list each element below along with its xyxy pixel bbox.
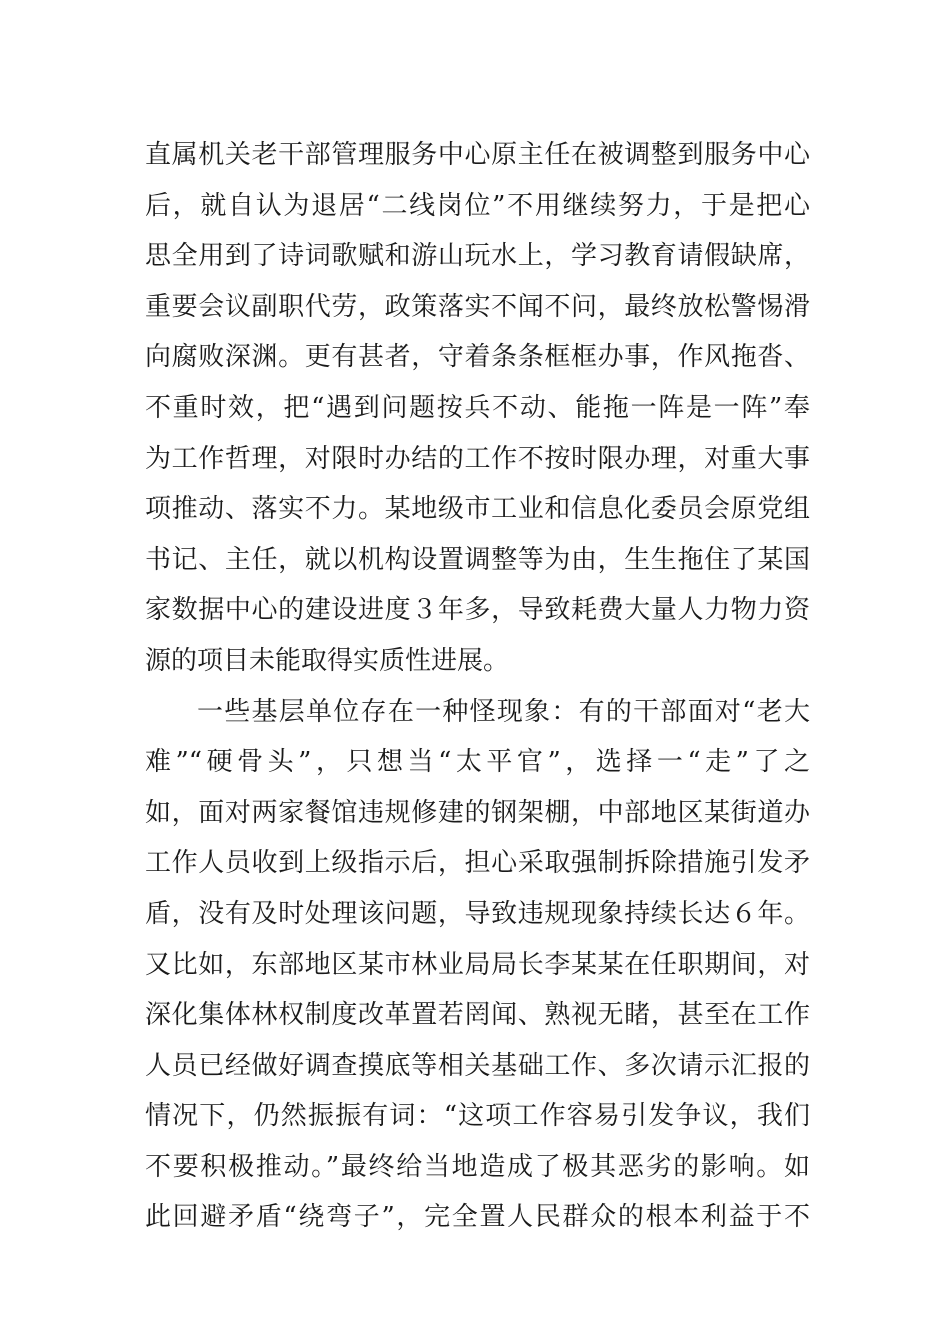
paragraph-start-line: 一些基层单位存在一种怪现象：有的干部面对“老大: [197, 696, 810, 727]
text-line: 为工作哲理，对限时办结的工作不按时限办理，对重大事: [145, 443, 810, 474]
text-line: 难”“硬骨头”，只想当“太平官”，选择一“走”了之: [145, 747, 810, 778]
text-line: 书记、主任，就以机构设置调整等为由，生生拖住了某国: [145, 544, 810, 575]
text-line: 不要积极推动。”最终给当地造成了极其恶劣的影响。如: [145, 1151, 810, 1182]
paragraph-end-line: 源的项目未能取得实质性进展。: [145, 645, 510, 676]
text-line: 家数据中心的建设进度３年多，导致耗费大量人力物力资: [145, 595, 810, 626]
text-line: 重要会议副职代劳，政策落实不闻不问，最终放松警惕滑: [145, 291, 810, 322]
text-line: 项推动、落实不力。某地级市工业和信息化委员会原党组: [145, 494, 810, 525]
text-line: 人员已经做好调查摸底等相关基础工作、多次请示汇报的: [145, 1050, 810, 1081]
text-line: 后，就自认为退居“二线岗位”不用继续努力，于是把心: [145, 190, 810, 221]
text-line: 工作人员收到上级指示后，担心采取强制拆除措施引发矛: [145, 848, 810, 879]
text-line: 思全用到了诗词歌赋和游山玩水上，学习教育请假缺席，: [145, 241, 810, 272]
text-line: 盾，没有及时处理该问题，导致违规现象持续长达６年。: [145, 898, 810, 929]
text-line: 又比如，东部地区某市林业局局长李某某在任职期间，对: [145, 949, 810, 980]
text-line: 此回避矛盾“绕弯子”，完全置人民群众的根本利益于不: [145, 1202, 810, 1233]
text-line: 向腐败深渊。更有甚者，守着条条框框办事，作风拖沓、: [145, 342, 810, 373]
text-line: 如，面对两家餐馆违规修建的钢架棚，中部地区某街道办: [145, 797, 810, 828]
text-line: 情况下，仍然振振有词：“这项工作容易引发争议，我们: [145, 1101, 810, 1132]
text-line: 直属机关老干部管理服务中心原主任在被调整到服务中心: [145, 140, 810, 170]
body-text: [145, 130, 810, 1243]
text-line: 不重时效，把“遇到问题按兵不动、能拖一阵是一阵”奉: [145, 392, 810, 423]
text-line: 深化集体林权制度改革置若罔闻、熟视无睹，甚至在工作: [145, 1000, 810, 1031]
